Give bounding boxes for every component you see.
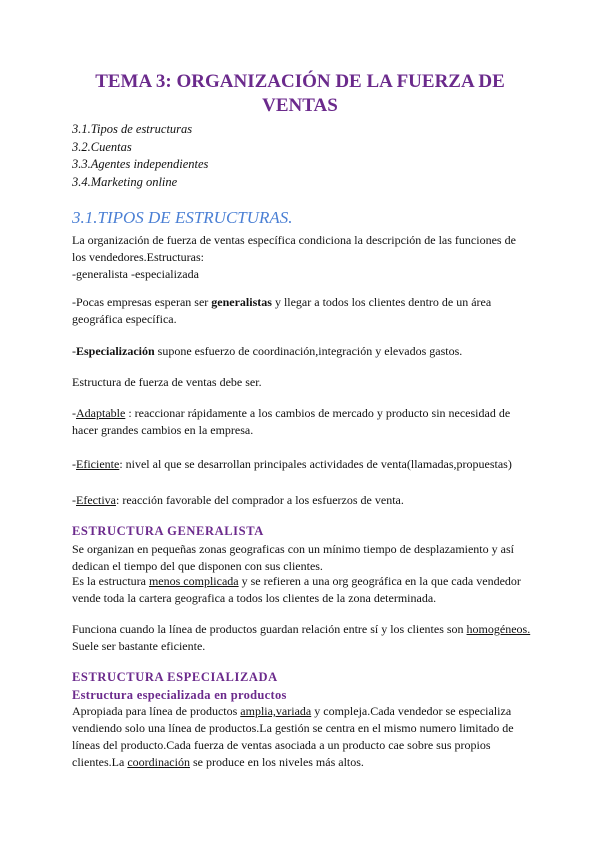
text-run: y llegar a todos los clientes dentro de un área geográfica específica.: [72, 295, 492, 326]
text-run: : reacción favorable del comprador a los esfuerzos de venta.: [115, 493, 404, 507]
underlined-term: menos complicada: [148, 574, 239, 588]
text-run: Funciona cuando la línea de productos guardan relación entre sí y los clientes son: [72, 622, 467, 636]
intro-paragraph: [72, 232, 532, 283]
eficiente-paragraph: [72, 456, 532, 473]
heading-estructura-generalista: ESTRUCTURA GENERALISTA: [72, 524, 264, 538]
bold-term: Especialización: [76, 344, 155, 358]
underlined-term: amplia,variada: [240, 704, 312, 718]
underlined-term: Efectiva: [76, 493, 116, 507]
page-title: TEMA 3: ORGANIZACIÓN DE LA FUERZA DE VENTAS: [95, 71, 505, 116]
heading-estructura-especializada: ESTRUCTURA ESPECIALIZADA: [72, 670, 278, 684]
text-run: -Pocas empresas esperan ser: [72, 295, 212, 309]
estructura-debe-paragraph: Estructura de fuerza de ventas debe ser.: [72, 375, 262, 389]
generalistas-paragraph: [72, 294, 532, 328]
especializacion-paragraph: [72, 343, 532, 360]
section-heading-tipos: 3.1.TIPOS DE ESTRUCTURAS.: [72, 208, 293, 227]
text-run: Es la estructura: [72, 574, 149, 588]
text-run: -: [72, 457, 76, 471]
text-run: Suele ser bastante eficiente.: [72, 639, 206, 653]
text-run: se produce en los niveles más altos.: [189, 755, 364, 769]
generalista-paragraph-2: [72, 573, 532, 607]
table-of-contents: [72, 121, 208, 191]
toc-item: 3.1.Tipos de estructuras: [72, 122, 193, 136]
underlined-term: homogéneos.: [466, 622, 531, 636]
toc-item: 3.2.Cuentas: [72, 139, 132, 154]
bold-term: generalistas: [211, 295, 272, 309]
intro-text: La organización de fuerza de ventas específica condiciona la descripción de las funciones de los vendedores.Estructuras:: [72, 233, 516, 264]
text-run: : nivel al que se desarrollan principales actividades de venta(llamadas,propuestas): [119, 457, 512, 471]
text-run: : reaccionar rápidamente a los cambios de mercado y producto sin necesidad de hacer grandes cambios en la empresa.: [72, 406, 511, 437]
generalista-paragraph-1: Se organizan en pequeñas zonas geograficas con un mínimo tiempo de desplazamiento y así dedican el tiempo del que disponen con sus clientes.: [72, 542, 514, 573]
text-run: -: [72, 344, 76, 358]
text-run: -: [72, 406, 76, 420]
especializada-paragraph: [72, 703, 532, 771]
toc-item: 3.4.Marketing online: [72, 174, 178, 189]
subheading-especializada-productos: Estructura especializada en productos: [72, 688, 287, 702]
text-run: supone esfuerzo de coordinación,integración y elevados gastos.: [154, 344, 463, 358]
text-run: y se refieren a una org geográfica en la que cada vendedor vende toda la cartera geografica a todos los clientes de la zona determinada.: [72, 574, 521, 605]
underlined-term: Adaptable: [76, 406, 126, 420]
toc-item: 3.3.Agentes independientes: [72, 157, 209, 171]
text-run: Apropiada para línea de productos: [72, 704, 241, 718]
underlined-term: Eficiente: [76, 457, 120, 471]
text-run: y compleja.Cada vendedor se especializa vendiendo solo una línea de productos.La gestión se centra en el mismo numero limitado de líneas del producto.Cada fuerza de ventas asociada a un producto cae sobre sus propios clientes.La: [72, 704, 514, 769]
underlined-term: coordinación: [127, 755, 190, 769]
adaptable-paragraph: [72, 405, 532, 439]
types-text: -generalista -especializada: [72, 267, 199, 281]
generalista-paragraph-3: [72, 621, 532, 655]
text-run: -: [72, 493, 76, 507]
efectiva-paragraph: [72, 492, 532, 509]
